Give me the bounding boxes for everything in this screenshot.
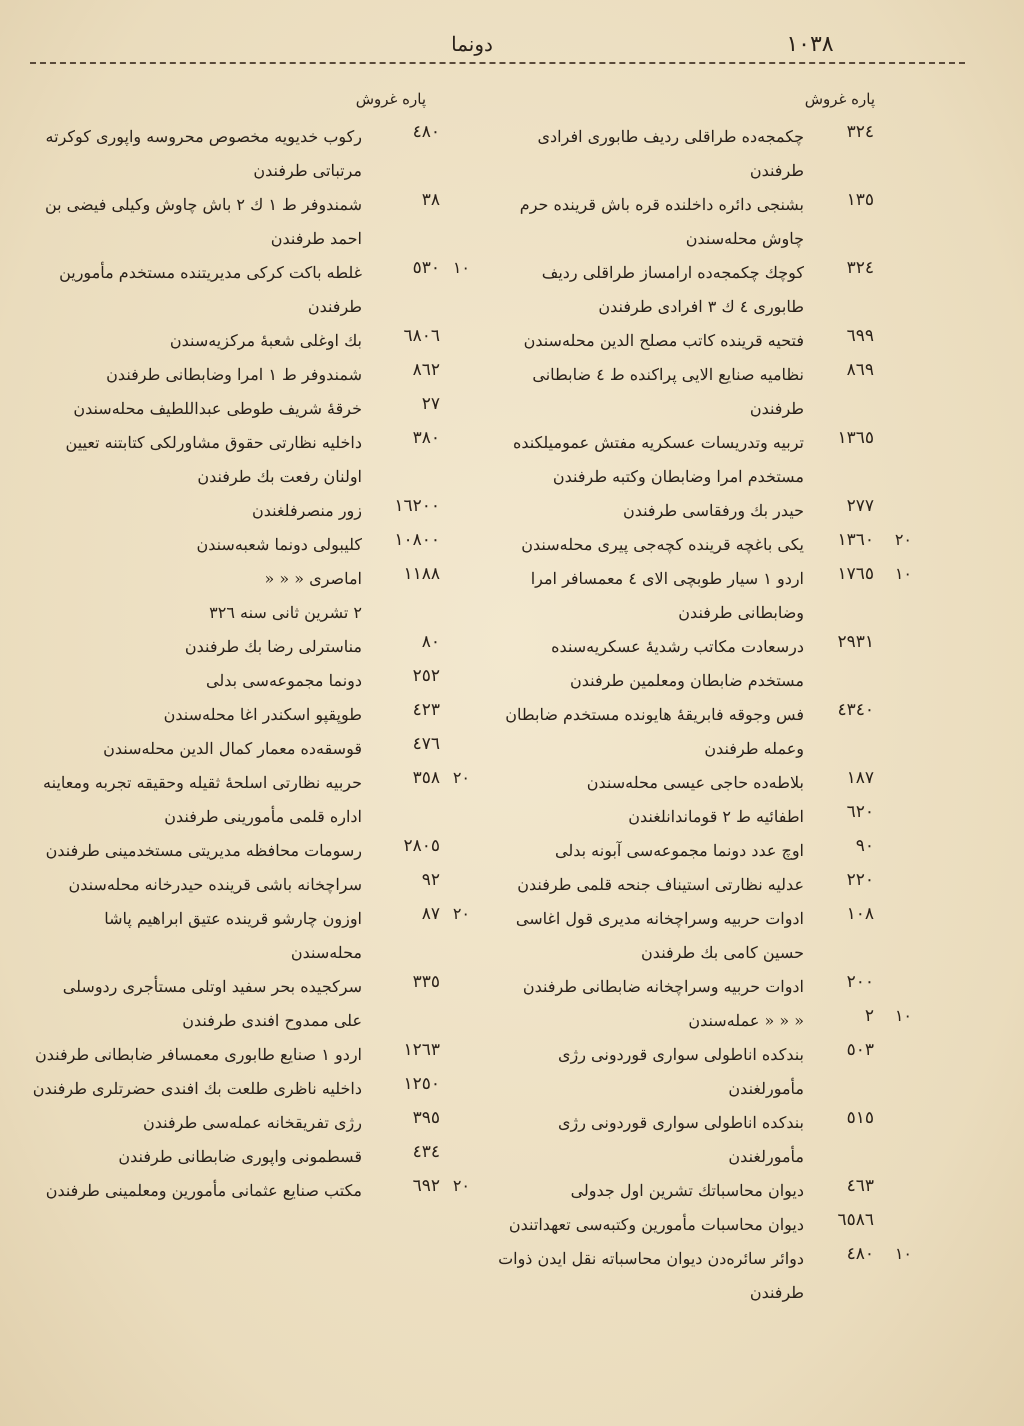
- ghurush-amount: ٨٦٩: [846, 360, 874, 380]
- ledger-entry: [30, 188, 470, 256]
- ledger-entry: [492, 494, 912, 528]
- ghurush-amount: ١٣٦٠: [837, 530, 874, 550]
- entry-description: تربيه وتدريسات عسكريه مفتش عموميلكنده مستخدم امرا وضابطان وكتبه طرفندن: [512, 433, 804, 486]
- ghurush-amount: ٣٨: [421, 190, 440, 210]
- ghurush-amount: ١٠٨: [846, 904, 874, 924]
- ledger-entry: [30, 868, 470, 902]
- entry-description: اردو ١ سيار طوبچى الاى ٤ معمسافر امرا وضابطانى طرفندن: [530, 569, 804, 622]
- ghurush-amount: ٨٧: [421, 904, 440, 924]
- entry-description: شمندوفر ط ١ امرا وضابطانى طرفندن: [106, 365, 362, 384]
- ledger-entry: [492, 1242, 912, 1310]
- ghurush-amount: ١٢٦٣: [403, 1040, 440, 1060]
- ghurush-amount: ٦٥٨٦: [837, 1210, 874, 1230]
- ghurush-amount: ١٠٨٠٠: [394, 530, 440, 550]
- entry-description: كليبولى دونما شعبه‌سندن: [196, 535, 362, 554]
- ledger-entry: [30, 664, 470, 698]
- entry-description: بك اوغلى شعبهٔ مركزيه‌سندن: [169, 331, 362, 350]
- ledger-entry: [492, 562, 912, 630]
- ledger-entry: [30, 392, 470, 426]
- ledger-entry: [30, 596, 470, 630]
- entry-description: ديوان محاسباتك تشرين اول جدولى: [570, 1181, 804, 1200]
- entry-description: قسطمونى واپورى ضابطانى طرفندن: [118, 1147, 362, 1166]
- entry-description: بشنجى دائره داخلنده قره باش قرينده حرم چاوش محله‌سندن: [519, 195, 804, 248]
- ghurush-amount: ٣٢٤: [846, 258, 874, 278]
- entry-description: دونما مجموعه‌سى بدلى: [206, 671, 362, 690]
- entry-description: درسعادت مكاتب رشديهٔ عسكريه‌سنده مستخدم ضابطان ومعلمين طرفندن: [551, 637, 804, 690]
- ledger-entry: [30, 528, 470, 562]
- ledger-entry: [492, 1174, 912, 1208]
- ghurush-amount: ١٣٦٥: [837, 428, 874, 448]
- ledger-entry: [492, 528, 912, 562]
- entry-description: بندكده اناطولى سوارى قوردونى رژى مأمورلغندن: [557, 1113, 804, 1166]
- para-amount: ١٠: [452, 258, 470, 277]
- ghurush-amount: ٢٩٣١: [837, 632, 874, 652]
- ledger-entry: [30, 1106, 470, 1140]
- ledger-entry: [30, 1072, 470, 1106]
- ledger-entry: [30, 494, 470, 528]
- ledger-entry: [492, 188, 912, 256]
- ghurush-amount: ٥٣٠: [412, 258, 440, 278]
- ledger-entry: [30, 902, 470, 970]
- ghurush-amount: ٦٨٠٦: [403, 326, 440, 346]
- entry-description: ادوات حربيه وسراچخانه مديرى قول اغاسى حسين كامى بك طرفندن: [515, 909, 804, 962]
- entry-description: رسومات محافظه مديريتى مستخدمينى طرفندن: [45, 841, 362, 860]
- running-title: دونما: [451, 32, 493, 56]
- ledger-entry: [30, 970, 470, 1038]
- entry-description: كوچك چكمجه‌ده ارامساز طراقلى رديف طابورى ٤ ك ٣ افرادى طرفندن: [541, 263, 804, 316]
- entry-description: بلاطه‌ده حاجى عيسى محله‌سندن: [586, 773, 804, 792]
- ghurush-amount: ٢٧: [421, 394, 440, 414]
- ledger-entry: [30, 1174, 470, 1208]
- entry-description: رژى تفريقخانه عمله‌سى طرفندن: [143, 1113, 362, 1132]
- ledger-entry: [30, 630, 470, 664]
- ghurush-amount: ٢: [864, 1006, 874, 1026]
- entry-description: طوپقپو اسكندر اغا محله‌سندن: [163, 705, 362, 724]
- entry-description: غلطه باكت كركى مديريتنده مستخدم مأمورين طرفندن: [59, 263, 362, 316]
- ledger-entry: [492, 630, 912, 698]
- ghurush-amount: ٣٥٨: [412, 768, 440, 788]
- header-rule: [30, 62, 965, 64]
- ledger-entry: [492, 120, 912, 188]
- ghurush-amount: ٢٠٠: [846, 972, 874, 992]
- ledger-entry: [30, 256, 470, 324]
- ledger-entry: [492, 426, 912, 494]
- entry-description: مكتب صنايع عثمانى مأمورين ومعلمينى طرفندن: [45, 1181, 362, 1200]
- ghurush-amount: ٤٣٤٠: [837, 700, 874, 720]
- left-column-heading: پاره غروش: [355, 90, 426, 108]
- ghurush-amount: ١٦٢٠٠: [394, 496, 440, 516]
- ledger-entry: [30, 562, 470, 596]
- entry-description: « « « عمله‌سندن: [688, 1011, 804, 1030]
- entry-description: ادوات حربيه وسراچخانه ضابطانى طرفندن: [522, 977, 804, 996]
- right-column-heading: پاره غروش: [804, 90, 875, 108]
- entry-description: شمندوفر ط ١ ك ٢ باش چاوش وكيلى فيضى بن احمد طرفندن: [44, 195, 362, 248]
- ledger-entry: [492, 1004, 912, 1038]
- ledger-entry: [492, 1208, 912, 1242]
- para-amount: ١٠: [894, 1244, 912, 1263]
- right-column: [492, 120, 912, 1310]
- ghurush-amount: ٤٧٦: [412, 734, 440, 754]
- ghurush-amount: ٨٦٢: [412, 360, 440, 380]
- ledger-entry: [30, 426, 470, 494]
- ghurush-amount: ٤٦٣: [846, 1176, 874, 1196]
- ghurush-amount: ٤٣٤: [412, 1142, 440, 1162]
- ghurush-amount: ٢٧٧: [846, 496, 874, 516]
- ledger-entry: [492, 1038, 912, 1106]
- ledger-entry: [492, 800, 912, 834]
- entry-description: اطفائيه ط ٢ قوماندانلغندن: [628, 807, 804, 826]
- ghurush-amount: ٦٢٠: [846, 802, 874, 822]
- entry-description: داخليه نظارتى حقوق مشاورلكى كتابتنه تعيين اولنان رفعت بك طرفندن: [65, 433, 362, 486]
- ghurush-amount: ٣٨٠: [412, 428, 440, 448]
- ledger-entry: [30, 324, 470, 358]
- ghurush-amount: ٣٩٥: [412, 1108, 440, 1128]
- ledger-entry: [492, 256, 912, 324]
- entry-description: اوزون چارشو قرينده عتيق ابراهيم پاشا محله‌سندن: [104, 909, 362, 962]
- ledger-entry: [492, 868, 912, 902]
- page-number: ١٠٣٨: [786, 32, 834, 57]
- entry-description: مناسترلى رضا بك طرفندن: [184, 637, 362, 656]
- ledger-entry: [492, 902, 912, 970]
- ghurush-amount: ٨٠: [421, 632, 440, 652]
- ledger-entry: [30, 698, 470, 732]
- entry-description: داخليه ناظرى طلعت بك افندى حضرتلرى طرفندن: [32, 1079, 362, 1098]
- ghurush-amount: ٢٥٢: [412, 666, 440, 686]
- ghurush-amount: ٥٠٣: [846, 1040, 874, 1060]
- left-column: [30, 120, 470, 1208]
- ledger-entry: [30, 1038, 470, 1072]
- entry-description: قوسقه‌ده معمار كمال الدين محله‌سندن: [103, 739, 362, 758]
- ghurush-amount: ٣٣٥: [412, 972, 440, 992]
- ghurush-amount: ٤٨٠: [846, 1244, 874, 1264]
- para-amount: ١٠: [894, 1006, 912, 1025]
- entry-description: فتحيه قرينده كاتب مصلح الدين محله‌سندن: [523, 331, 804, 350]
- ghurush-amount: ١٣٥: [846, 190, 874, 210]
- ledger-entry: [492, 834, 912, 868]
- ledger-entry: [30, 834, 470, 868]
- entry-description: ركوب خديويه مخصوص محروسه واپورى كوكرته مرتباتى طرفندن: [45, 127, 362, 180]
- ghurush-amount: ٦٩٢: [412, 1176, 440, 1196]
- entry-description: ٢ تشرين ثانى سنه ٣٢٦: [209, 603, 362, 622]
- entry-description: چكمجه‌ده طراقلى رديف طابورى افرادى طرفندن: [537, 127, 804, 180]
- ledger-entry: [30, 358, 470, 392]
- para-amount: ٢٠: [452, 904, 470, 923]
- ledger-entry: [492, 358, 912, 426]
- entry-description: اوچ عدد دونما مجموعه‌سى آبونه بدلى: [555, 841, 804, 860]
- ledger-entry: [492, 324, 912, 358]
- entry-description: دوائر سائره‌دن ديوان محاسباته نقل ايدن ذوات طرفندن: [498, 1249, 804, 1302]
- entry-description: خرقهٔ شريف طوطى عبداللطيف محله‌سندن: [73, 399, 362, 418]
- entry-description: حربيه نظارتى اسلحهٔ ثقيله وحقيقه تجربه ومعاينه اداره قلمى مأمورينى طرفندن: [43, 773, 362, 826]
- ledger-entry: [492, 970, 912, 1004]
- ghurush-amount: ٣٢٤: [846, 122, 874, 142]
- entry-description: ديوان محاسبات مأمورين وكتبه‌سى تعهداتندن: [508, 1215, 804, 1234]
- ghurush-amount: ٢٨٠٥: [403, 836, 440, 856]
- entry-description: فس وجوقه فابريقهٔ هايونده مستخدم ضابطان وعمله طرفندن: [505, 705, 804, 758]
- ghurush-amount: ١٧٦٥: [837, 564, 874, 584]
- entry-description: يكى باغچه قرينده كچه‌جى پيرى محله‌سندن: [521, 535, 804, 554]
- para-amount: ٢٠: [452, 1176, 470, 1195]
- ledger-entry: [30, 120, 470, 188]
- entry-description: نظاميه صنايع الايى پراكنده ط ٤ ضابطانى طرفندن: [532, 365, 804, 418]
- ghurush-amount: ٦٩٩: [846, 326, 874, 346]
- ghurush-amount: ١٨٧: [846, 768, 874, 788]
- entry-description: اردو ١ صنايع طابورى معمسافر ضابطانى طرفندن: [34, 1045, 362, 1064]
- ghurush-amount: ٢٢٠: [846, 870, 874, 890]
- ledger-entry: [30, 766, 470, 834]
- ledger-entry: [492, 1106, 912, 1174]
- ghurush-amount: ٥١٥: [846, 1108, 874, 1128]
- ghurush-amount: ١١٨٨: [403, 564, 440, 584]
- ledger-entry: [492, 766, 912, 800]
- entry-description: اماصرى « « «: [264, 569, 362, 588]
- entry-description: بندكده اناطولى سوارى قوردونى رژى مأمورلغندن: [557, 1045, 804, 1098]
- ghurush-amount: ٤٢٣: [412, 700, 440, 720]
- ledger-entry: [492, 698, 912, 766]
- ghurush-amount: ٤٨٠: [412, 122, 440, 142]
- para-amount: ٢٠: [452, 768, 470, 787]
- para-amount: ١٠: [894, 564, 912, 583]
- para-amount: ٢٠: [894, 530, 912, 549]
- ghurush-amount: ٩٢: [421, 870, 440, 890]
- ghurush-amount: ٩٠: [855, 836, 874, 856]
- entry-description: حيدر بك ورفقاسى طرفندن: [622, 501, 804, 520]
- ledger-entry: [30, 732, 470, 766]
- ghurush-amount: ١٢٥٠: [403, 1074, 440, 1094]
- entry-description: عدليه نظارتى استيناف جنحه قلمى طرفندن: [517, 875, 804, 894]
- entry-description: سركجيده بحر سفيد اوتلى مستأجرى ردوسلى على ممدوح افندى طرفندن: [62, 977, 362, 1030]
- entry-description: سراچخانه باشى قرينده حيدرخانه محله‌سندن: [68, 875, 362, 894]
- ledger-entry: [30, 1140, 470, 1174]
- entry-description: زور منصرفلغندن: [251, 501, 362, 520]
